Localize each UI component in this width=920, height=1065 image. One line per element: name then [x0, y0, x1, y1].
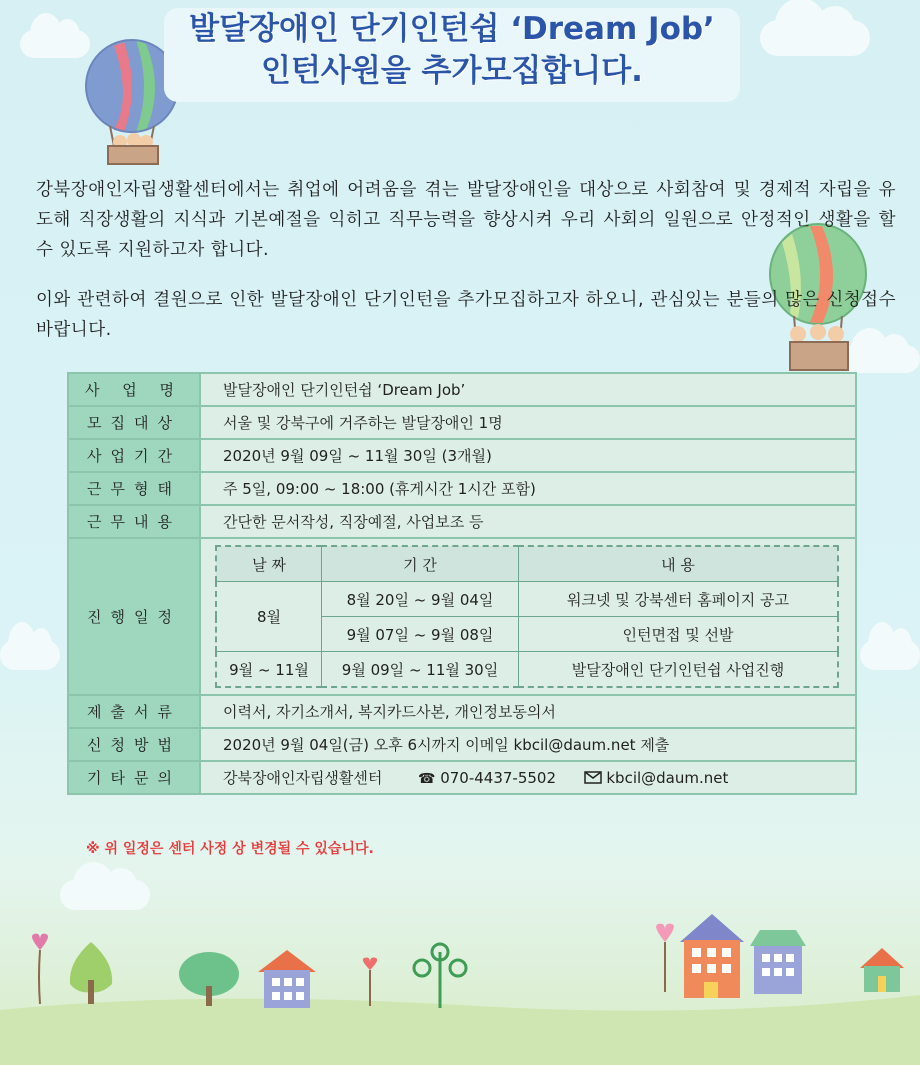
schedule-header-period: 기 간: [322, 546, 519, 582]
table-row: [216, 582, 838, 617]
intro-paragraph-2: 이와 관련하여 결원으로 인한 발달장애인 단기인턴을 추가모집하고자 하오니, 관심있는 분들의 많은 신청접수바랍니다.: [36, 290, 896, 340]
worktype-label: 근무형태: [68, 472, 200, 505]
cloud-decoration: [20, 30, 90, 58]
mail-icon: [584, 771, 602, 784]
cloud-decoration: [60, 880, 150, 910]
cloud-decoration: [760, 20, 870, 56]
documents-value: 이력서, 자기소개서, 복지카드사본, 개인정보동의서: [200, 695, 856, 728]
schedule-date: 9월 ~ 11월: [216, 652, 322, 688]
business-label: 사 업 명: [68, 373, 200, 406]
table-row: [68, 472, 856, 505]
cloud-decoration: [0, 640, 60, 670]
contact-label: 기타문의: [68, 761, 200, 794]
contact-email: kbcil@daum.net: [606, 769, 729, 787]
cloud-decoration: [860, 640, 920, 670]
schedule-period: 9월 07일 ~ 9월 08일: [322, 617, 519, 652]
table-row: [68, 538, 856, 695]
tree-icon: [176, 950, 242, 1006]
phone-icon: ☎: [417, 771, 436, 787]
contact-value: [200, 761, 856, 794]
schedule-header-content: 내 용: [519, 546, 839, 582]
table-row: [68, 439, 856, 472]
flower-icon: [26, 932, 54, 1004]
apply-value: 2020년 9월 04일(금) 오후 6시까지 이메일 kbcil@daum.net 제출: [200, 728, 856, 761]
schedule-content: 워크넷 및 강북센터 홈페이지 공고: [519, 582, 839, 617]
tree-icon: [62, 940, 120, 1006]
table-row: [68, 695, 856, 728]
house-icon: [748, 928, 808, 994]
table-row: [216, 652, 838, 688]
flower-icon: [358, 956, 382, 1006]
worktype-value: 주 5일, 09:00 ~ 18:00 (휴게시간 1시간 포함): [200, 472, 856, 505]
workcontent-value: 간단한 문서작성, 직장예절, 사업보조 등: [200, 505, 856, 538]
table-row: [68, 373, 856, 406]
schedule-period: 9월 09일 ~ 11월 30일: [322, 652, 519, 688]
period-value: 2020년 9월 09일 ~ 11월 30일 (3개월): [200, 439, 856, 472]
target-value: 서울 및 강북구에 거주하는 발달장애인 1명: [200, 406, 856, 439]
schedule-content: 인턴면접 및 선발: [519, 617, 839, 652]
period-label: 사업기간: [68, 439, 200, 472]
table-row: [68, 406, 856, 439]
apply-label: 신청방법: [68, 728, 200, 761]
schedule-header-date: 날 짜: [216, 546, 322, 582]
target-label: 모집대상: [68, 406, 200, 439]
contact-org: 강북장애인자립생활센터: [223, 769, 383, 787]
documents-label: 제출서류: [68, 695, 200, 728]
table-row: [68, 505, 856, 538]
table-row: [68, 761, 856, 794]
schedule-date: 8월: [216, 582, 322, 652]
schedule-period: 8월 20일 ~ 9월 04일: [322, 582, 519, 617]
schedule-notice: ※ 위 일정은 센터 사정 상 변경될 수 있습니다.: [86, 841, 374, 857]
plant-icon: [408, 942, 472, 1008]
workcontent-label: 근무내용: [68, 505, 200, 538]
table-row: [68, 728, 856, 761]
schedule-label: 진행일정: [68, 538, 200, 695]
info-table: [67, 372, 857, 795]
title-line-2: 인턴사원을 추가모집합니다.: [261, 53, 643, 89]
house-icon: [858, 946, 906, 992]
contact-phone: 070-4437-5502: [440, 769, 557, 787]
intro-paragraph-1: 강북장애인자립생활센터에서는 취업에 어려움을 겪는 발달장애인을 대상으로 사회참여 및 경제적 자립을 유도해 직장생활의 지식과 기본예절을 익히고 직무능력을 향상시켜 우리 사회의 일원으로 안정적인 생활을 할 수 있도록 지원하고자 합니다.: [36, 180, 896, 260]
page-title: [164, 8, 740, 102]
house-icon: [256, 948, 318, 1008]
schedule-header-row: [216, 546, 838, 582]
business-value: 발달장애인 단기인턴쉽 ‘Dream Job’: [200, 373, 856, 406]
schedule-table: [215, 545, 839, 688]
title-line-1: 발달장애인 단기인턴쉽 ‘Dream Job’: [189, 11, 715, 47]
schedule-content: 발달장애인 단기인턴쉽 사업진행: [519, 652, 839, 688]
schedule-cell: [200, 538, 856, 695]
house-icon: [676, 912, 748, 998]
